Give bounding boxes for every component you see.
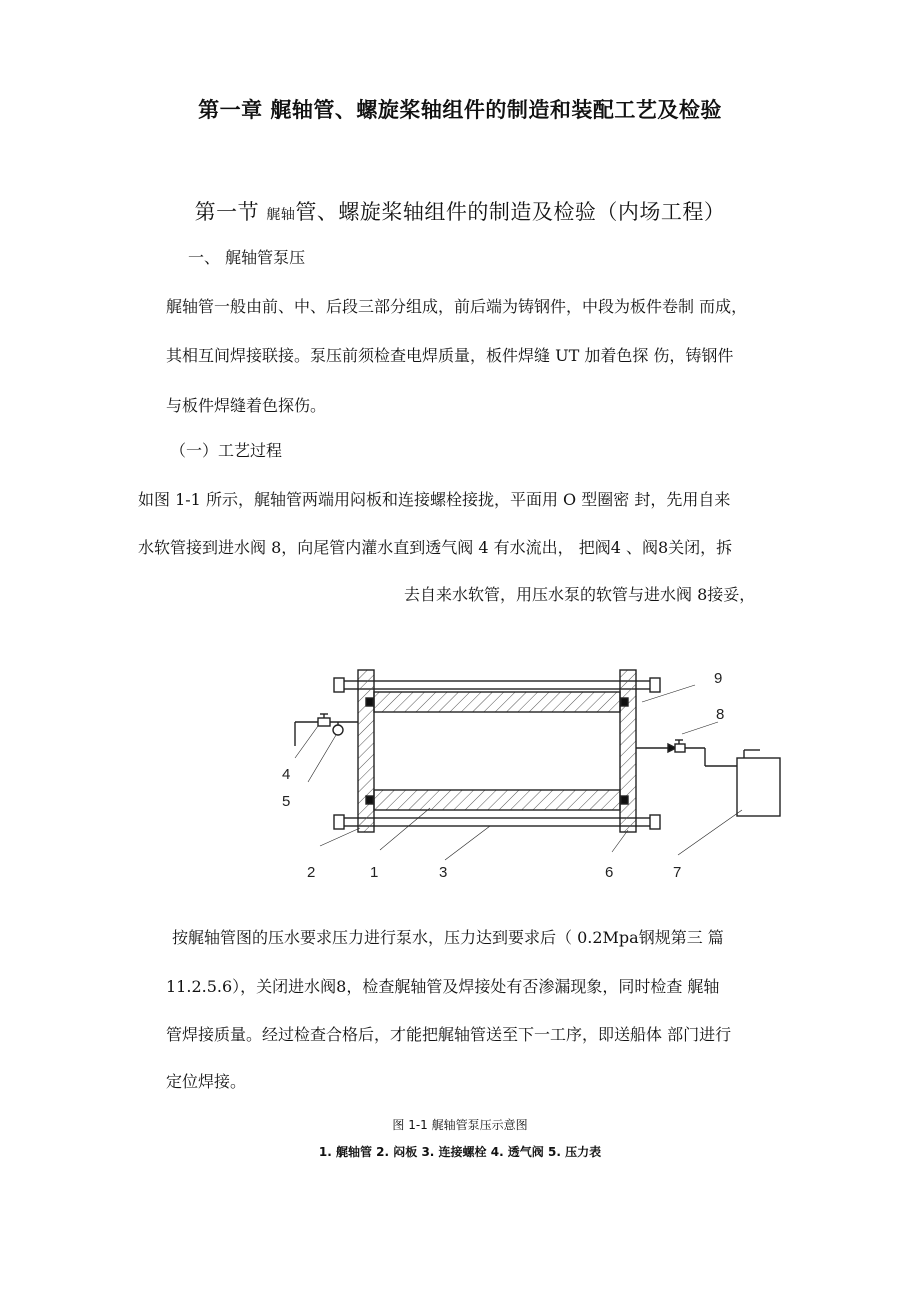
- pump-tank-7: [737, 758, 780, 816]
- label-9: 9: [714, 670, 723, 687]
- chapter-title: 第一章 艉轴管、螺旋桨轴组件的制造和装配工艺及检验: [198, 98, 722, 122]
- para2-line2: 水软管接到进水阀 8，向尾管内灌水直到透气阀 4 有水流出， 把阀4 、阀8关闭，拆: [138, 538, 733, 557]
- label-5: 5: [282, 793, 291, 810]
- section-rest: 管、螺旋桨轴组件的制造及检验（内场工程）: [295, 200, 726, 224]
- figure-caption-legend: 1. 艉轴管 2. 闷板 3. 连接螺栓 4. 透气阀 5. 压力表: [318, 1145, 602, 1159]
- label-4: 4: [282, 766, 291, 783]
- pressure-gauge-5: [333, 725, 343, 735]
- figure-pump-diagram: [250, 640, 810, 900]
- label-7: 7: [673, 864, 682, 881]
- section-title: [0, 196, 920, 226]
- label-2: 2: [307, 864, 316, 881]
- para1-line2: 其相互间焊接联接。泵压前须检查电焊质量，板件焊缝 UT 加着色探 伤，铸钢件: [166, 346, 734, 365]
- para2-line3: 去自来水软管，用压水泵的软管与进水阀 8接妥，: [404, 585, 756, 604]
- para2-line1: 如图 1-1 所示，艉轴管两端用闷板和连接螺栓接拢，平面用 O 型圈密 封，先用自来: [138, 490, 731, 509]
- para3-line3: 管焊接质量。经过检查合格后，才能把艉轴管送至下一工序，即送船体 部门进行: [166, 1025, 732, 1044]
- right-blind-plate: [620, 670, 636, 832]
- para3-line4: 定位焊接。: [166, 1072, 247, 1091]
- vent-valve-4: [318, 718, 330, 726]
- heading-pump-test: 一、 艉轴管泵压: [188, 248, 306, 267]
- label-1: 1: [370, 864, 379, 881]
- para1-line3: 与板件焊缝着色探伤。: [166, 396, 327, 415]
- inlet-valve-8: [675, 744, 685, 752]
- label-8: 8: [716, 706, 725, 723]
- para1-line1: 艉轴管一般由前、中、后段三部分组成，前后端为铸钢件，中段为板件卷制 而成，: [166, 297, 748, 316]
- figure-caption-title: 图 1-1 艉轴管泵压示意图: [392, 1118, 528, 1132]
- sub-heading-process: （一）工艺过程: [170, 441, 283, 460]
- stern-tube-top-wall: [374, 692, 620, 712]
- para3-line1: 按艉轴管图的压水要求压力进行泵水，压力达到要求后（ 0.2Mpa钢规第三 篇: [172, 928, 724, 947]
- label-3: 3: [439, 864, 448, 881]
- para3-line2: 11.2.5.6），关闭进水阀8，检查艉轴管及焊接处有否渗漏现象，同时检查 艉轴: [166, 977, 720, 996]
- left-blind-plate: [358, 670, 374, 832]
- section-prefix: 第一节: [194, 200, 260, 224]
- section-small-word: 艉轴: [266, 207, 296, 223]
- bottom-bolt: [342, 818, 652, 826]
- stern-tube-bottom-wall: [374, 790, 620, 810]
- top-bolt: [342, 681, 652, 689]
- label-6: 6: [605, 864, 614, 881]
